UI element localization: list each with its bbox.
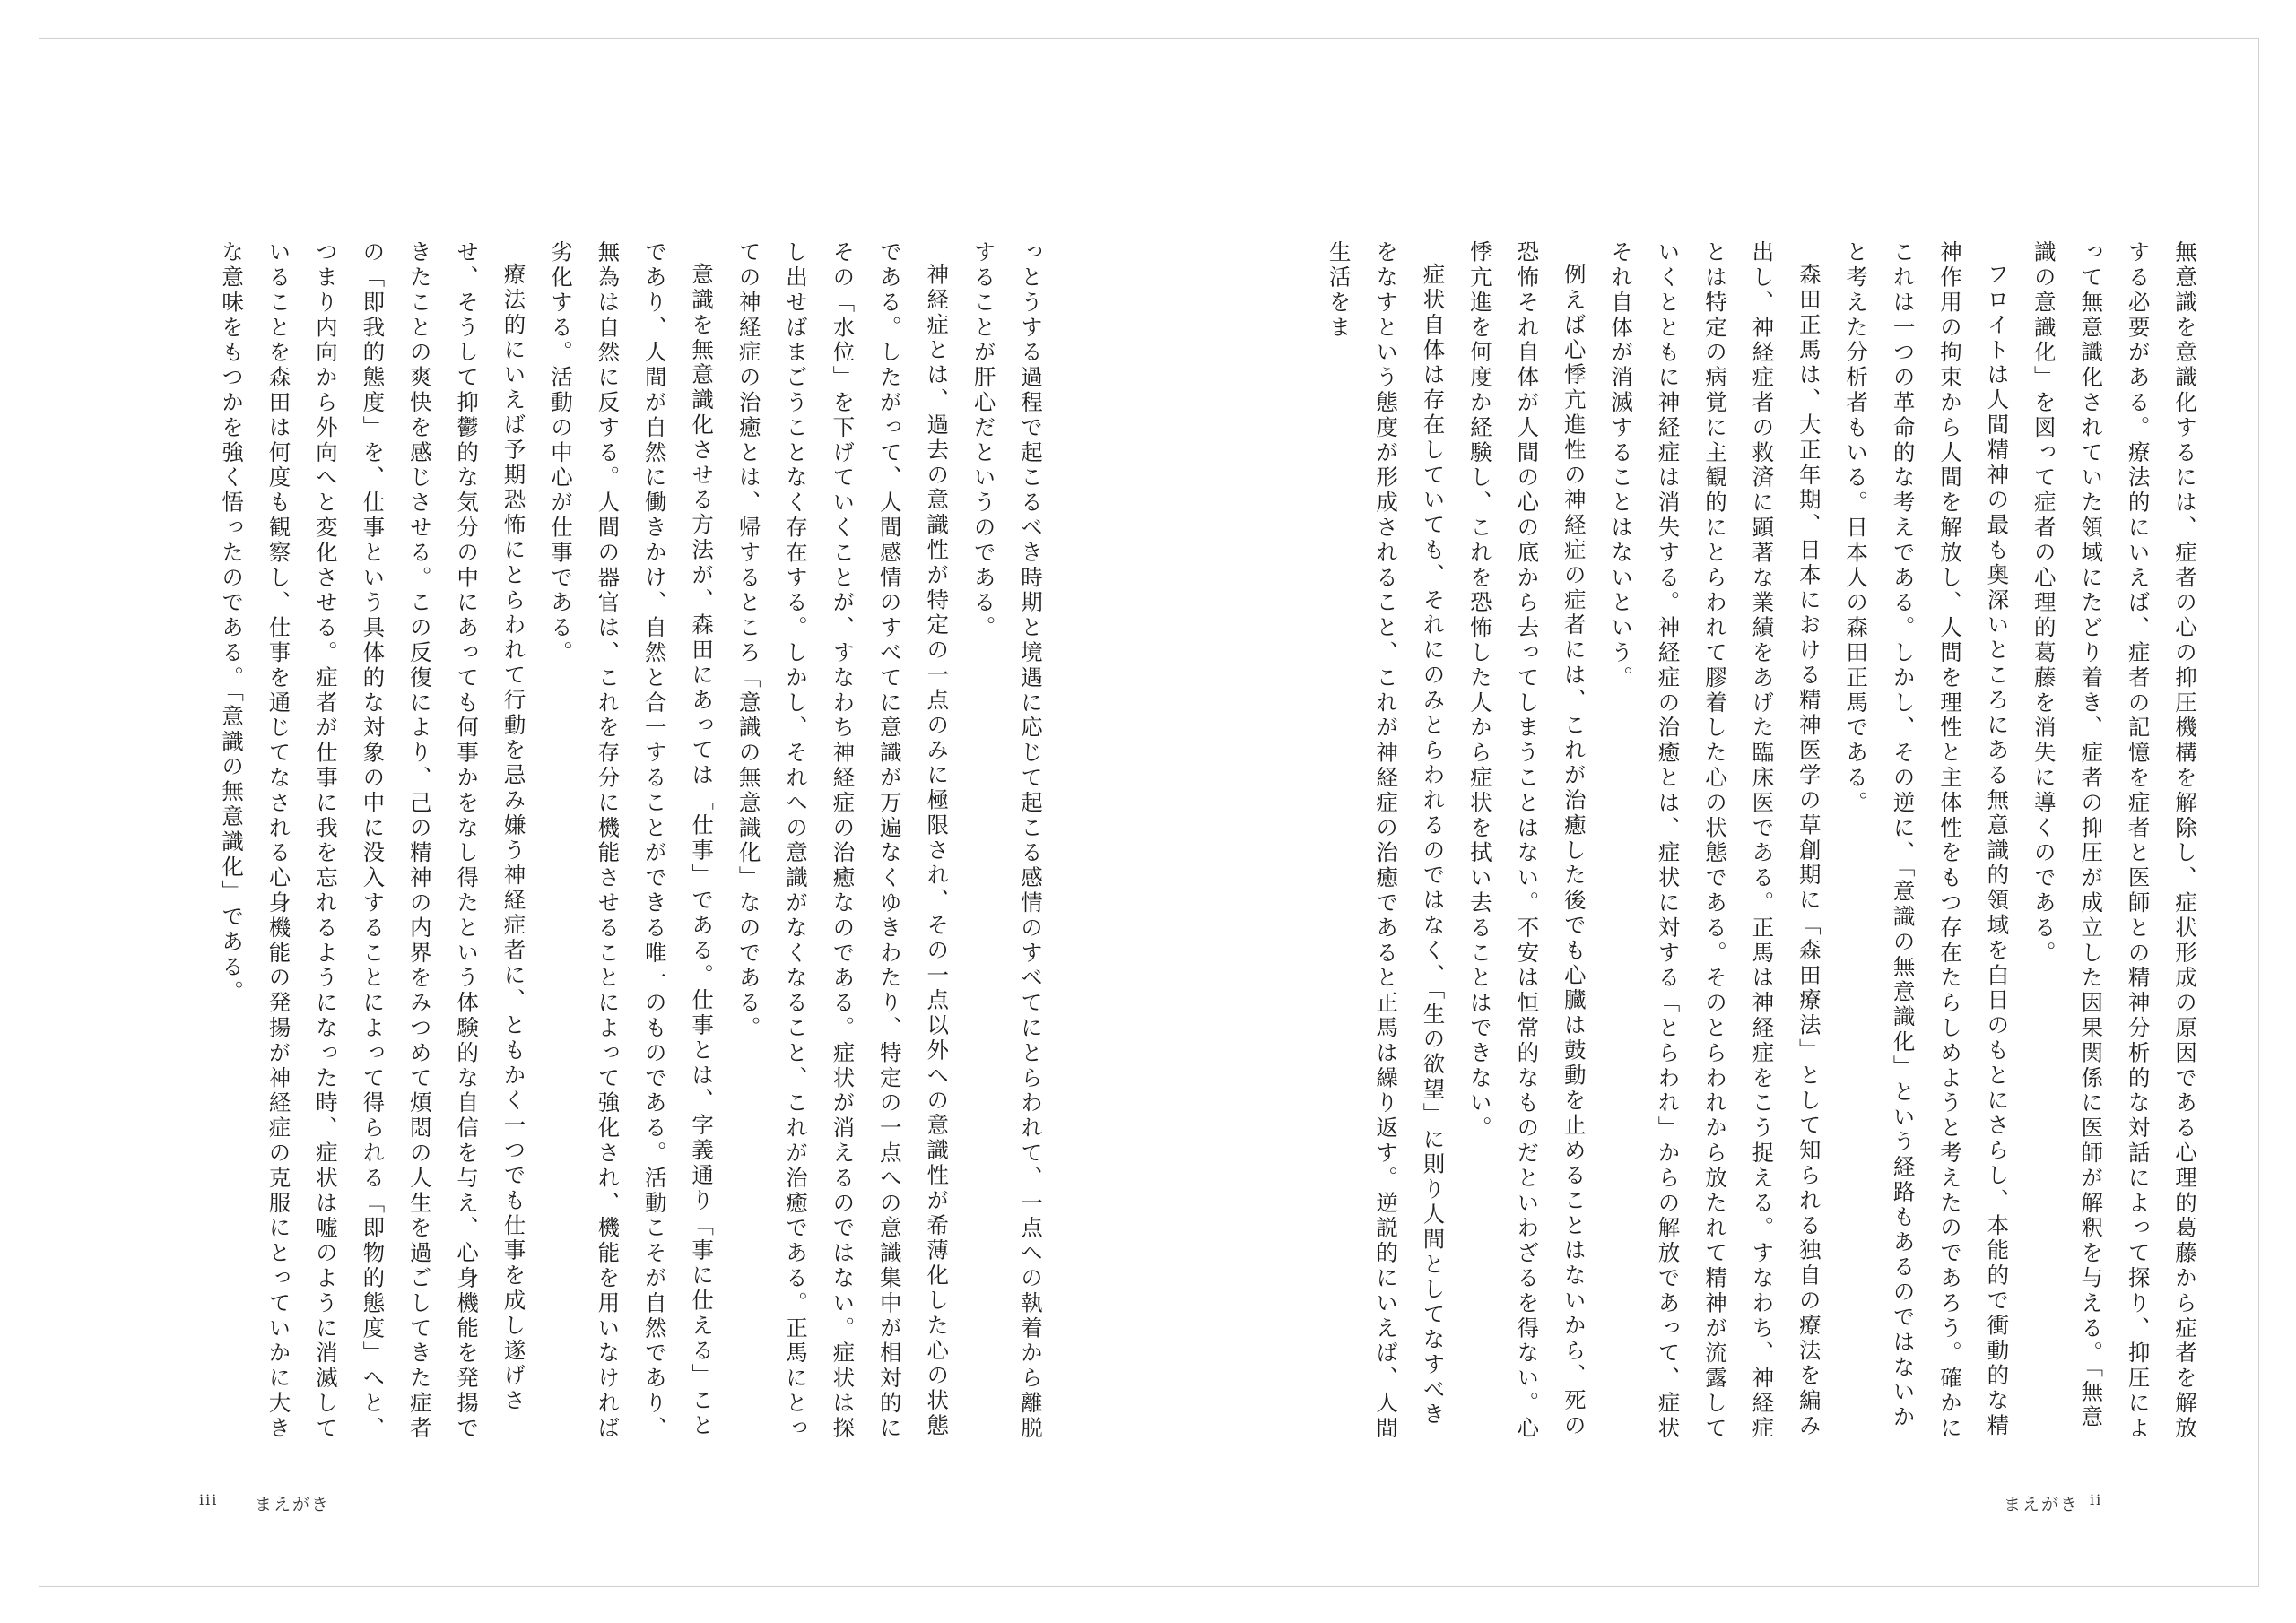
- right-page-body: [1326, 240, 2208, 1442]
- paragraph: 療法的にいえば予期恐怖にとらわれて行動を忌み嫌う神経症者に、ともかく一つでも仕事を成し遂げさせ、そうして抑鬱的な気分の中にあっても何事かをなし得たという体験的な自信を与え、心身機能を発揚できたことの爽快を感じさせる。この反復により、己の精神の内界をみつめて煩悶の人生を過ごしてきた症者の「即我的態度」を、仕事という具体的な対象の中に没入することによって得られる「即物的態度」へと、つまり内向から外向へと変化させる。症者が仕事に我を忘れるようになった時、症状は嘘のように消滅していることを森田は何度も観察し、仕事を通じてなされる心身機能の発揚が神経症の克服にとっていかに大きな意味をもつかを強く悟ったのである。「意識の無意識化」である。: [219, 240, 527, 1442]
- left-page-body: [211, 240, 1054, 1442]
- paragraph: 森田正馬は、大正年期、日本における精神医学の草創期に「森田療法」として知られる独自の療法を編み出し、神経症者の救済に顕著な業績をあげた臨床医である。正馬は神経症をこう捉える。すなわち、神経症とは特定の病覚に主観的にとらわれて膠着した心の状態である。そのとらわれから放たれて精神が流露していくとともに神経症は消失する。神経症の治癒とは、症状に対する「とらわれ」からの解放であって、症状それ自体が消滅することはないという。: [1608, 240, 1822, 1442]
- paragraph: 意識を無意識化させる方法が、森田にあっては「仕事」である。仕事とは、字義通り「事に仕える」ことであり、人間が自然に働きかけ、自然と合一することができる唯一のものである。活動こそが自然であり、無為は自然に反する。人間の器官は、これを存分に機能させることによって強化され、機能を用いなければ劣化する。活動の中心が仕事である。: [547, 240, 716, 1442]
- page-number: iii: [199, 1491, 219, 1508]
- book-spread: [39, 38, 2259, 1587]
- running-footer-title: まえがき: [2004, 1495, 2080, 1515]
- paragraph: っとうする過程で起こるべき時期と境遇に応じて起こる感情のすべてにとらわれて、一点への執着から離脱することが肝心だというのである。: [970, 240, 1044, 1442]
- running-footer-title: まえがき: [255, 1495, 331, 1515]
- paragraph: 症状自体は存在していても、それにのみとらわれるのではなく、「生の欲望」に則り人間としてなすべきをなすという態度が形成されること、これが神経症の治癒であると正馬は繰り返す。逆説的にいえば、人間生活をま: [1326, 240, 1447, 1442]
- page-number: ii: [2090, 1491, 2103, 1508]
- paragraph: 例えば心悸亢進性の神経症の症者には、これが治癒した後でも心臓は鼓動を止めることはないから、死の恐怖それ自体が人間の心の底から去ってしまうことはない。不安は恒常的なものだといわざるを得ない。心悸亢進を何度か経験し、これを恐怖した人から症状を拭い去ることはできない。: [1466, 240, 1587, 1442]
- paragraph: 無意識を意識化するには、症者の心の抑圧機構を解除し、症状形成の原因である心理的葛藤から症者を解放する必要がある。療法的にいえば、症者の記憶を症者と医師との精神分析的な対話によって探り、抑圧によって無意識化されていた領域にたどり着き、症者の抑圧が成立した因果関係に医師が解釈を与える。「無意識の意識化」を図って症者の心理的葛藤を消失に導くのである。: [2031, 240, 2198, 1442]
- right-page: [1150, 39, 2260, 1586]
- paragraph: フロイトは人間精神の最も奥深いところにある無意識的領域を白日のもとにさらし、本能的で衝動的な精神作用の拘束から人間を解放し、人間を理性と主体性をもつ存在たらしめようと考えたのであろう。確かにこれは一つの革命的な考えである。しかし、その逆に、「意識の無意識化」という経路もあるのではないかと考えた分析者もいる。日本人の森田正馬である。: [1843, 240, 2011, 1442]
- paragraph: 神経症とは、過去の意識性が特定の一点のみに極限され、その一点以外への意識性が希薄化した心の状態である。したがって、人間感情のすべてに意識が万遍なくゆきわたり、特定の一点への意識集中が相対的にその「水位」を下げていくことが、すなわち神経症の治癒なのである。症状が消えるのではない。症状は探し出せばまごうことなく存在する。しかし、それへの意識がなくなること、これが治癒である。正馬にとっての神経症の治癒とは、帰するところ「意識の無意識化」なのである。: [735, 240, 951, 1442]
- left-page: [39, 39, 1150, 1586]
